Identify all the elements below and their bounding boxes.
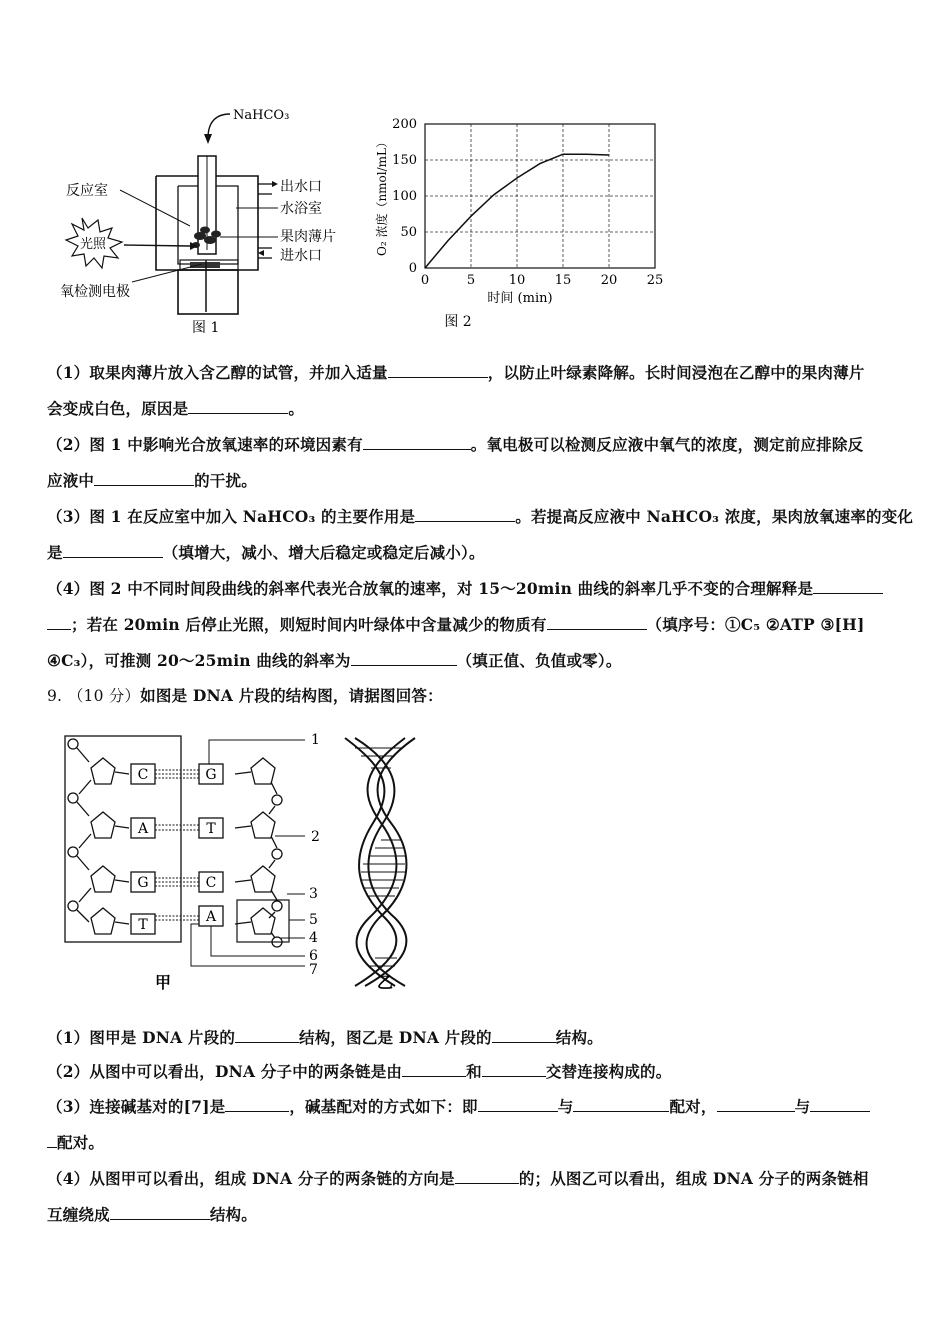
q9-p2-text-a: （2）从图中可以看出，DNA 分子中的两条链是由: [47, 1062, 403, 1081]
q8-part1-line1: [47, 361, 865, 383]
q9-p3-text-f: 配对。: [57, 1133, 105, 1152]
q8-p1-text-c: 会变成白色，原因是: [47, 399, 189, 418]
answer-blank[interactable]: [188, 399, 288, 414]
answer-blank[interactable]: [547, 615, 647, 630]
q9-number: 9.: [47, 687, 63, 705]
base-right-2: T: [206, 821, 216, 837]
q9-p3-text-d: 配对，: [669, 1097, 717, 1116]
answer-blank[interactable]: [47, 615, 71, 630]
fig-yi-label: 乙: [377, 973, 394, 992]
answer-blank[interactable]: [225, 1097, 289, 1112]
x-tick-label: 25: [646, 273, 664, 288]
q9-p4-text-c: 互缠绕成: [47, 1205, 110, 1224]
fig-jia-label: 甲: [155, 973, 172, 992]
label-3: 3: [309, 886, 318, 902]
answer-blank[interactable]: [482, 1062, 546, 1077]
q8-part3-line2: [47, 541, 485, 563]
base-left-2: A: [137, 821, 149, 837]
q9-title: [47, 684, 443, 706]
label-1: 1: [311, 732, 320, 748]
q8-part2-line2: [47, 469, 257, 491]
q9-p4-text-b: 的；从图乙可以看出，组成 DNA 分子的两条链相: [518, 1169, 869, 1188]
water-in-label: 进水口: [280, 248, 322, 264]
label-2: 2: [311, 829, 320, 845]
base-left-1: C: [137, 767, 149, 783]
hydrogen-bonds: [155, 770, 199, 920]
answer-blank[interactable]: [415, 507, 515, 522]
right-backbone: [235, 758, 282, 947]
dna-figure: [55, 728, 435, 996]
q9-p1-text-a: （1）图甲是 DNA 片段的: [47, 1028, 236, 1047]
q9-score: （10 分）: [67, 687, 141, 705]
q9-part2: [47, 1060, 671, 1082]
figure2-chart: [370, 108, 670, 340]
x-tick-label: 15: [554, 273, 572, 288]
q8-p3-text-c: 是: [47, 543, 63, 562]
y-tick-label: 50: [400, 225, 417, 240]
figure1-apparatus: [40, 100, 360, 340]
q9-p1-text-c: 结构。: [555, 1028, 603, 1047]
q8-part4-line2: [47, 613, 865, 635]
answer-blank[interactable]: [363, 435, 471, 450]
label-4: 4: [309, 930, 318, 946]
base-left-4: T: [138, 917, 148, 933]
q9-part4-line1: [47, 1167, 869, 1189]
q9-part4-line2: [47, 1203, 257, 1225]
reaction-chamber-label: 反应室: [66, 183, 108, 199]
q8-p1-text-b: ，以防止叶绿素降解。长时间浸泡在乙醇中的果肉薄片: [487, 363, 865, 382]
q8-p4-text-d: ④C₃），可推测 20～25min 曲线的斜率为: [47, 651, 351, 670]
q8-p1-text-a: （1）取果肉薄片放入含乙醇的试管，并加入适量: [47, 363, 388, 382]
x-tick-label: 5: [466, 273, 476, 288]
electrode-base: [178, 270, 238, 314]
base-right-4: A: [205, 909, 217, 925]
q9-p2-text-b: 和: [466, 1062, 482, 1081]
water-bath-label: 水浴室: [280, 201, 322, 217]
q9-p3-text-c: 与: [557, 1097, 574, 1116]
pulp-slice-label: 果肉薄片: [280, 229, 336, 245]
y-tick-label: 200: [392, 117, 417, 132]
base-left-3: G: [137, 875, 149, 891]
q9-part3-line1: [47, 1095, 870, 1117]
answer-blank[interactable]: [402, 1062, 466, 1077]
q8-p2-text-d: 的干扰。: [194, 471, 257, 490]
x-tick-label: 0: [420, 273, 430, 288]
answer-blank[interactable]: [492, 1028, 556, 1043]
helix-rungs: [355, 748, 405, 966]
y-tick-label: 150: [392, 153, 417, 168]
x-tick-label: 20: [600, 273, 618, 288]
q8-p4-text-b: ；若在 20min 后停止光照，则短时间内叶绿体中含量减少的物质有: [71, 615, 547, 634]
answer-blank[interactable]: [388, 363, 488, 378]
light-label: 光照: [80, 237, 107, 252]
answer-blank[interactable]: [47, 1133, 57, 1148]
answer-blank[interactable]: [478, 1097, 558, 1112]
x-tick-label: 10: [508, 273, 526, 288]
x-axis-label: 时间 (min): [487, 291, 553, 306]
label-5: 5: [309, 912, 318, 928]
answer-blank[interactable]: [455, 1169, 519, 1184]
left-backbone: [68, 739, 129, 934]
answer-blank[interactable]: [94, 471, 194, 486]
q8-p1-text-d: 。: [288, 399, 305, 418]
q8-p3-text-d: （填增大，减小、增大后稳定或稳定后减小）。: [162, 543, 485, 562]
electrode-label: 氧检测电极: [60, 284, 130, 300]
figure2-caption: 图 2: [444, 314, 472, 330]
figure1-caption: 图 1: [192, 320, 220, 336]
q9-part1: [47, 1026, 603, 1048]
q8-part4-line3: [47, 649, 622, 671]
q9-p2-text-c: 交替连接构成的。: [545, 1062, 672, 1081]
answer-blank[interactable]: [810, 1097, 870, 1112]
q9-p3-text-e: 与: [794, 1097, 811, 1116]
answer-blank[interactable]: [351, 651, 457, 666]
y-tick-label: 0: [408, 261, 417, 276]
q8-part3-line1: [47, 505, 913, 527]
answer-blank[interactable]: [110, 1205, 210, 1220]
double-helix: [345, 738, 415, 986]
q8-p2-text-b: 。氧电极可以检测反应液中氧气的浓度，测定前应排除反: [470, 435, 864, 454]
q9-p1-text-b: 结构，图乙是 DNA 片段的: [299, 1028, 492, 1047]
answer-blank[interactable]: [813, 579, 883, 594]
q8-p3-text-a: （3）图 1 在反应室中加入 NaHCO₃ 的主要作用是: [47, 507, 416, 526]
base-right-1: G: [205, 767, 217, 783]
q8-part2-line1: [47, 433, 863, 455]
q8-p3-text-b: 。若提高反应液中 NaHCO₃ 浓度，果肉放氧速率的变化: [515, 507, 914, 526]
nahco3-label: NaHCO₃: [233, 108, 290, 123]
y-axis-label: O₂ 浓度（nmol/mL）: [375, 135, 389, 257]
label-7: 7: [309, 962, 318, 978]
left-bases: [131, 764, 155, 934]
answer-blank[interactable]: [63, 543, 163, 558]
q8-part4-line1: [47, 577, 883, 599]
q8-p2-text-c: 应液中: [47, 471, 95, 490]
q8-p4-text-a: （4）图 2 中不同时间段曲线的斜率代表光合放氧的速率，对 15～20min 曲线的斜率几乎不变的合理解释是: [47, 579, 814, 598]
q9-title-text: 如图是 DNA 片段的结构图，请据图回答：: [140, 686, 443, 705]
answer-blank[interactable]: [717, 1097, 795, 1112]
q9-p4-text-d: 结构。: [209, 1205, 257, 1224]
q8-p4-text-c: （填序号：①C₅ ②ATP ③[H]: [646, 615, 865, 634]
q8-p2-text-a: （2）图 1 中影响光合放氧速率的环境因素有: [47, 435, 363, 454]
label-6: 6: [309, 948, 318, 964]
right-bases: [199, 764, 223, 926]
water-out-label: 出水口: [280, 179, 322, 195]
answer-blank[interactable]: [573, 1097, 669, 1112]
q8-p4-text-e: （填正值、负值或零）。: [456, 651, 622, 670]
base-right-3: C: [205, 875, 217, 891]
y-tick-label: 100: [392, 189, 417, 204]
q9-p4-text-a: （4）从图甲可以看出，组成 DNA 分子的两条链的方向是: [47, 1169, 455, 1188]
q9-part3-line2: [47, 1131, 104, 1153]
q9-p3-text-b: ，碱基配对的方式如下：即: [289, 1097, 478, 1116]
q9-p3-text-a: （3）连接碱基对的[7]是: [47, 1097, 226, 1116]
q8-part1-line2: [47, 397, 304, 419]
answer-blank[interactable]: [235, 1028, 299, 1043]
